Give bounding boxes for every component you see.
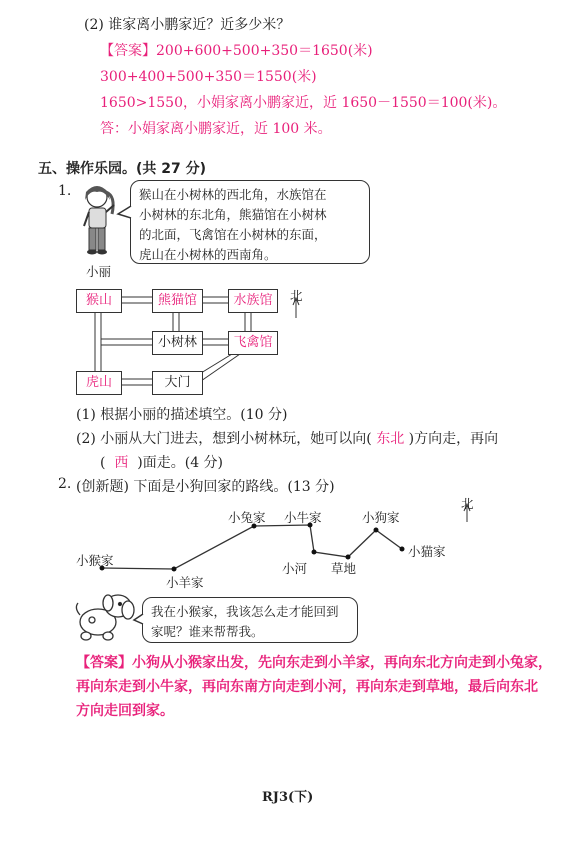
bubble-line: 小树林的东北角，熊猫馆在小树林: [139, 207, 327, 222]
item2-number: 2.: [58, 476, 72, 492]
item2-answer-line3: 方向走回到家。: [76, 703, 174, 719]
q2-question: (2) 谁家离小鹏家近？近多少米？: [84, 17, 291, 33]
bubble-line: 我在小猴家，我该怎么走才能回到: [151, 604, 339, 619]
north-label-2: 北: [461, 496, 474, 511]
sub2-text: )方向走，再向: [408, 431, 499, 447]
bubble-line: 的北面，飞禽馆在小树林的东面，: [139, 227, 327, 242]
speaker-name: 小丽: [86, 264, 112, 279]
place-sheep-home: 小羊家: [166, 575, 204, 590]
sub2-text: (2) 小丽从大门进去，想到小树林玩，她可以向(: [76, 431, 372, 447]
place-river: 小河: [282, 561, 308, 576]
item2-answer-line2: 再向东走到小牛家，再向东南方向走到小河，再向东走到草地，最后向东北: [76, 679, 538, 695]
map-gate: 大门: [152, 371, 203, 395]
place-cow-home: 小牛家: [284, 510, 322, 525]
bubble-line: 猴山在小树林的西北角，水族馆在: [139, 187, 327, 202]
sub2-text: (: [100, 455, 106, 471]
place-rabbit-home: 小兔家: [228, 510, 266, 525]
map-panda-hall: 熊猫馆: [152, 289, 203, 313]
map-tiger-hill: 虎山: [76, 371, 122, 395]
item2-title: (创新题) 下面是小狗回家的路线。(13 分): [76, 479, 335, 495]
place-grass: 草地: [331, 561, 357, 576]
bubble-line: 家呢？谁来帮帮我。: [151, 624, 264, 639]
bubble-line: 虎山在小树林的西南角。: [139, 247, 277, 262]
map-monkey-hill: 猴山: [76, 289, 122, 313]
page-footer: RJ3(下): [262, 790, 314, 805]
place-monkey-home: 小猴家: [76, 553, 114, 568]
sub2-answer-northeast: 东北: [376, 431, 405, 447]
q2-answer-line1: 【答案】200+600+500+350＝1650(米): [100, 43, 373, 59]
map-bird-hall: 飞禽馆: [228, 331, 278, 355]
place-dog-home: 小狗家: [362, 510, 400, 525]
sub2-text: )面走。(4 分): [137, 455, 224, 471]
item2-answer-line1: 【答案】小狗从小猴家出发，先向东走到小羊家，再向东北方向走到小兔家，: [76, 655, 552, 671]
sub2-answer-west: 西: [114, 455, 129, 471]
north-label: 北: [290, 288, 303, 303]
place-cat-home: 小猫家: [408, 544, 446, 559]
q2-answer-line3: 1650>1550，小娟家离小鹏家近，近 1650－1550＝100(米)。: [100, 95, 507, 111]
section5-title: 五、操作乐园。(共 27 分): [38, 161, 207, 177]
q2-answer-line4: 答：小娟家离小鹏家近，近 100 米。: [100, 121, 332, 137]
item1-number: 1.: [58, 183, 72, 199]
item1-sub1: (1) 根据小丽的描述填空。(10 分): [76, 407, 288, 423]
map-aquarium: 水族馆: [228, 289, 278, 313]
map-grove: 小树林: [152, 331, 203, 355]
q2-answer-line2: 300+400+500+350＝1550(米): [100, 69, 317, 85]
